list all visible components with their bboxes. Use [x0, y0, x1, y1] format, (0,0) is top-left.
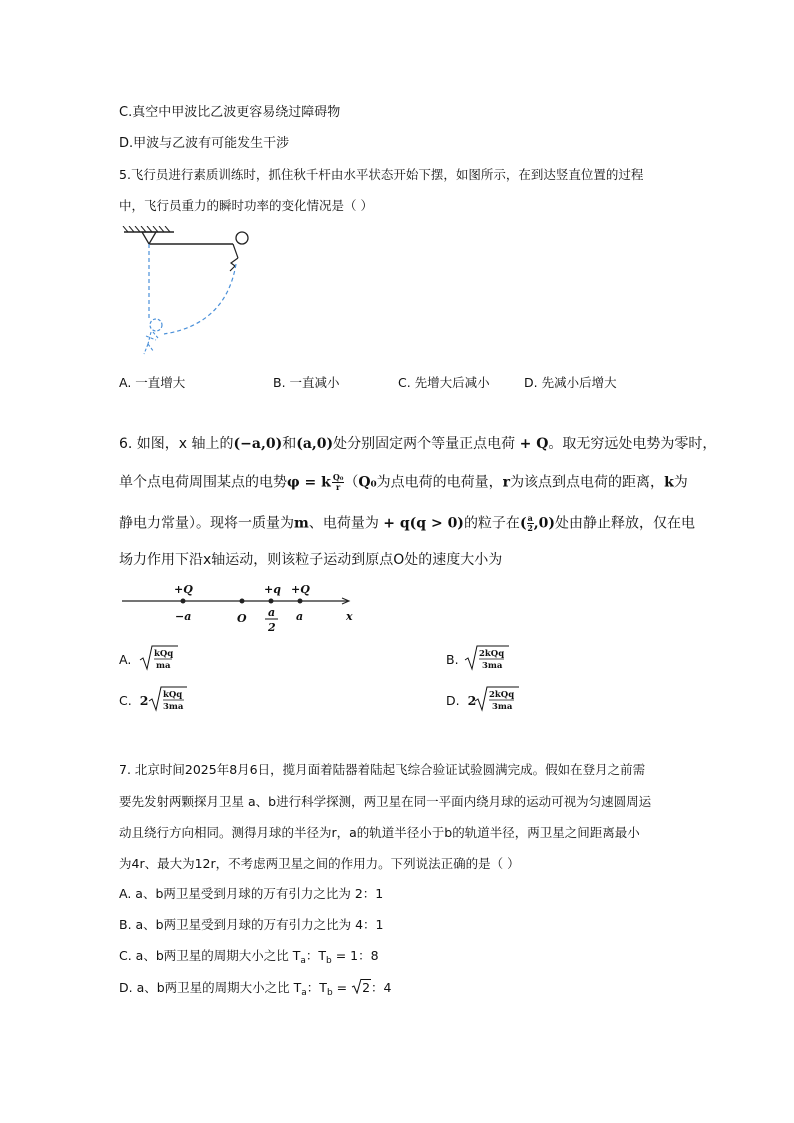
svg-text:3ma: 3ma — [163, 702, 184, 712]
svg-text:2kQq: 2kQq — [489, 690, 515, 700]
q6-option-b: B. — [446, 652, 459, 667]
tick-label-half-num: a — [268, 606, 276, 619]
svg-text:ma: ma — [156, 661, 171, 671]
q6-line2: 单个点电荷周围某点的电势φ = k $\frac{\text{Q₀}}{r}$ （Q₀为点电荷的电荷量，r为该点到点电荷的距离，k为 — [119, 472, 688, 492]
q5-option-b: B. 一直减小 — [273, 375, 340, 390]
q6-option-d-radical — [474, 685, 520, 713]
q7-stem-line1: 7. 北京时间2025年8月6日，揽月面着陆器着陆起飞综合验证试验圆满完成。假如在登月之前需 — [119, 762, 646, 777]
q6-option-b-radical — [464, 644, 510, 672]
q6-option-a: A. — [119, 652, 132, 667]
q6-line4: 场力作用下沿x轴运动，则该粒子运动到原点O处的速度大小为 — [119, 552, 503, 568]
charge-right-dot — [298, 599, 303, 604]
q5-stem-line1: 5.飞行员进行素质训练时，抓住秋千杆由水平状态开始下摆，如图所示，在到达竖直位置的过程 — [119, 167, 644, 182]
charge-left-dot — [181, 599, 186, 604]
q4-option-c: C.真空中甲波比乙波更容易绕过障碍物 — [119, 105, 341, 120]
axis-label-x: x — [346, 610, 353, 623]
svg-text:3ma: 3ma — [482, 661, 503, 671]
q7-stem-line2: 要先发射两颗探月卫星 a、b进行科学探测，两卫星在同一平面内绕月球的运动可视为匀速圆周运 — [119, 794, 652, 809]
q6-option-c-radical — [148, 685, 188, 713]
tick-label-half-den: 2 — [268, 621, 276, 634]
sqrt2-radical: 2 — [361, 979, 371, 996]
q4-option-d: D.甲波与乙波有可能发生干涉 — [119, 136, 290, 151]
q6-line3: 静电力常量）。现将一质量为m、电荷量为 + q(q > 0)的粒子在( $\frac{a}{2}$ ,0)处由静止释放，仅在电 — [119, 513, 695, 533]
q5-stem-line2: 中，飞行员重力的瞬时功率的变化情况是（ ） — [119, 198, 373, 213]
q7-option-c: C. a、b两卫星的周期大小之比 $T_a$：$T_b = 1$：8 — [119, 948, 379, 966]
q7-stem-line4: 为4r、最大为12r，不考虑两卫星之间的作用力。下列说法正确的是（ ） — [119, 856, 520, 871]
q5-option-c: C. 先增大后减小 — [398, 375, 490, 390]
q6-option-d: D. 2 — [446, 693, 477, 708]
tick-label-a: a — [296, 610, 304, 623]
q5-option-a: A. 一直增大 — [119, 375, 186, 390]
q7-stem-line3: 动且绕行方向相同。测得月球的半径为r，a的轨道半径小于b的轨道半径，两卫星之间距离最小 — [119, 825, 640, 840]
q5-option-d: D. 先减小后增大 — [524, 375, 617, 390]
charge-mid-dot — [269, 599, 274, 604]
q6-option-a-radical — [139, 644, 179, 672]
charge-left-label: +Q — [174, 583, 193, 596]
q6-line1: 6. 如图，x 轴上的(−a,0)和(a,0)处分别固定两个等量正点电荷 + Q。取无穷远处电势为零时， — [119, 436, 717, 452]
q6-option-c: C. 2 — [119, 693, 149, 708]
svg-text:kQq: kQq — [154, 649, 174, 659]
svg-text:kQq: kQq — [163, 690, 183, 700]
tick-label-neg-a: −a — [175, 610, 192, 623]
origin-dot — [240, 599, 245, 604]
q7-option-b: B. a、b两卫星受到月球的万有引力之比为 4：1 — [119, 917, 384, 932]
q7-option-d: D. a、b两卫星的周期大小之比 $T_a$：$T_b$ = 2：4 — [119, 980, 392, 998]
q7-option-a: A. a、b两卫星受到月球的万有引力之比为 2：1 — [119, 886, 384, 901]
tick-label-origin: O — [237, 612, 247, 625]
swing-diagram — [118, 226, 258, 362]
svg-text:2kQq: 2kQq — [479, 649, 505, 659]
charge-axis-diagram — [118, 582, 368, 638]
charge-right-label: +Q — [291, 583, 310, 596]
svg-text:3ma: 3ma — [492, 702, 513, 712]
charge-mid-label: +q — [264, 583, 281, 596]
